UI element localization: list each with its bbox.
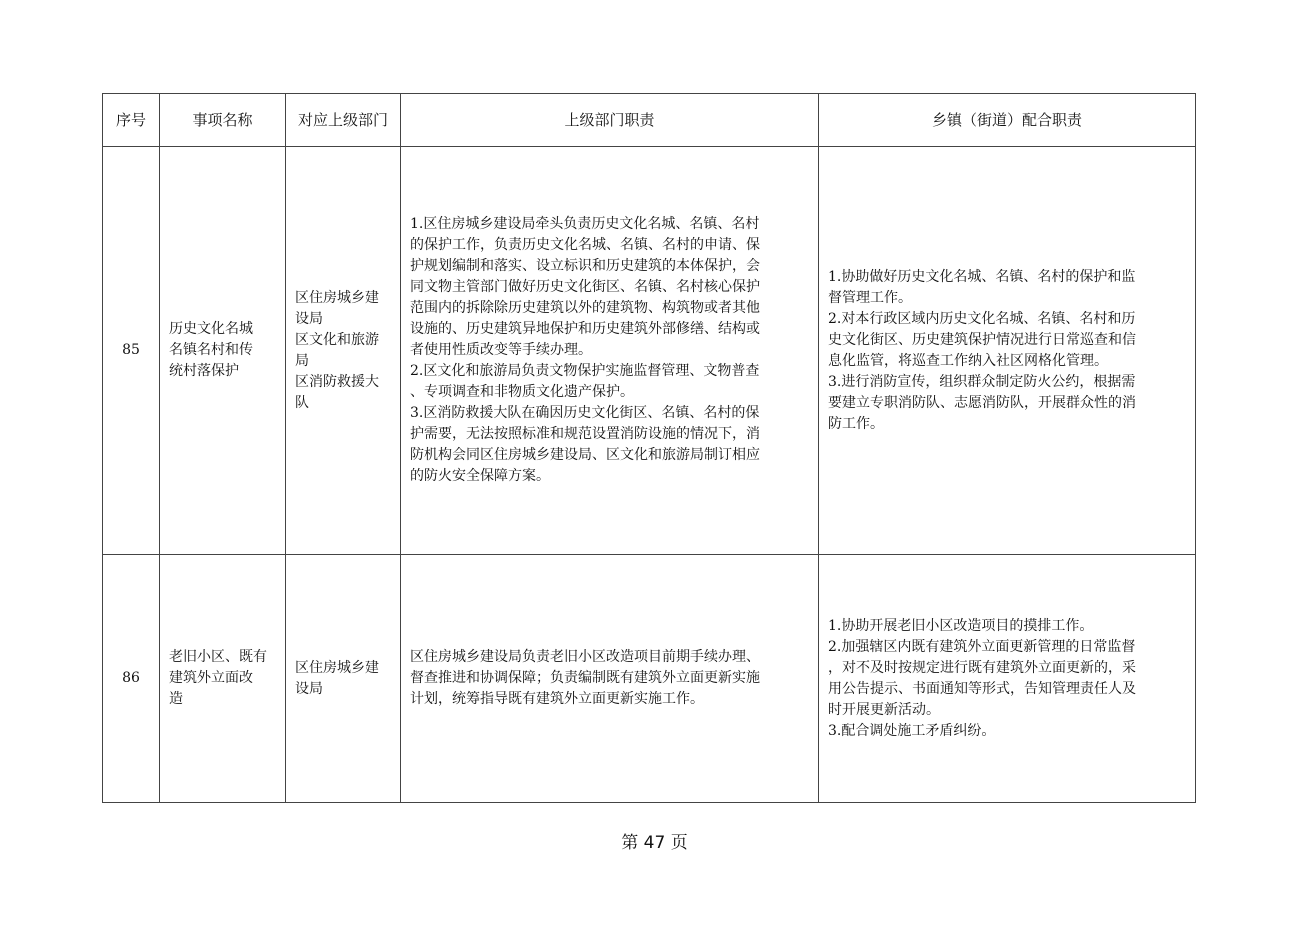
header-department: 对应上级部门 (286, 94, 401, 147)
text-line: ，对不及时按规定进行既有建筑外立面更新的，采 (828, 659, 1136, 676)
text-line: 造 (169, 691, 183, 707)
text-line: 1.区住房城乡建设局牵头负责历史文化名城、名镇、名村 (410, 216, 760, 232)
row-department (286, 555, 401, 803)
text-line: 设施的、历史建筑异地保护和历史建筑外部修缮、结构或 (410, 321, 760, 337)
header-item-name: 事项名称 (160, 94, 286, 147)
text-line: 区住房城乡建 (295, 289, 379, 306)
text-line: 防机构会同区住房城乡建设局、区文化和旅游局制订相应 (410, 447, 760, 463)
text-line: 范围内的拆除除历史建筑以外的建筑物、构筑物或者其他 (410, 300, 760, 316)
row-index: 85 (103, 147, 160, 555)
row-upper-duty (401, 147, 819, 555)
table-row (103, 147, 1196, 555)
row-town-duty (819, 555, 1196, 803)
text-line: 1.协助开展老旧小区改造项目的摸排工作。 (828, 617, 1094, 634)
text-line: 者使用性质改变等手续办理。 (410, 342, 592, 358)
row-upper-duty (401, 555, 819, 803)
text-line: 局 (295, 352, 309, 369)
row-department (286, 147, 401, 555)
text-line: 护规划编制和落实、设立标识和历史建筑的本体保护，会 (410, 258, 760, 274)
text-line: 2.对本行政区域内历史文化名城、名镇、名村和历 (828, 310, 1136, 327)
page-number: 第 47 页 (621, 833, 688, 853)
text-line: 2.加强辖区内既有建筑外立面更新管理的日常监督 (828, 638, 1136, 655)
text-line: 老旧小区、既有 (169, 649, 267, 665)
text-line: 督查推进和协调保障；负责编制既有建筑外立面更新实施 (410, 670, 760, 686)
row-index: 86 (103, 555, 160, 803)
header-upper-duty: 上级部门职责 (401, 94, 819, 147)
text-line: 3.区消防救援大队在确因历史文化街区、名镇、名村的保 (410, 405, 760, 421)
text-line: 的防火安全保障方案。 (410, 468, 550, 484)
text-line: 队 (295, 394, 309, 411)
text-line: 护需要，无法按照标准和规范设置消防设施的情况下，消 (410, 426, 760, 442)
text-line: 同文物主管部门做好历史文化街区、名镇、名村核心保护 (410, 279, 760, 295)
header-index: 序号 (103, 94, 160, 147)
text-line: 时开展更新活动。 (828, 701, 940, 718)
text-line: 区消防救援大 (295, 373, 379, 390)
text-line: 统村落保护 (169, 363, 239, 379)
duty-table (102, 93, 1196, 803)
row-item-name (160, 147, 286, 555)
text-line: 3.进行消防宣传，组织群众制定防火公约，根据需 (828, 373, 1136, 390)
text-line: 、专项调查和非物质文化遗产保护。 (410, 384, 634, 400)
text-line: 名镇名村和传 (169, 342, 253, 358)
text-line: 建筑外立面改 (169, 670, 253, 686)
text-line: 历史文化名城 (169, 321, 253, 337)
text-line: 区住房城乡建 (295, 659, 379, 676)
text-line: 2.区文化和旅游局负责文物保护实施监督管理、文物普查 (410, 363, 760, 379)
text-line: 防工作。 (828, 415, 884, 432)
text-line: 区住房城乡建设局负责老旧小区改造项目前期手续办理、 (410, 649, 760, 665)
text-line: 区文化和旅游 (295, 331, 379, 348)
text-line: 设局 (295, 680, 323, 697)
text-line: 史文化街区、历史建筑保护情况进行日常巡查和信 (828, 331, 1136, 348)
table-row (103, 555, 1196, 803)
header-town-duty: 乡镇（街道）配合职责 (819, 94, 1196, 147)
text-line: 计划，统筹指导既有建筑外立面更新实施工作。 (410, 691, 704, 707)
text-line: 的保护工作，负责历史文化名城、名镇、名村的申请、保 (410, 237, 760, 253)
text-line: 1.协助做好历史文化名城、名镇、名村的保护和监 (828, 268, 1136, 285)
text-line: 息化监管，将巡查工作纳入社区网格化管理。 (828, 352, 1108, 369)
text-line: 用公告提示、书面通知等形式，告知管理责任人及 (828, 680, 1136, 697)
row-item-name (160, 555, 286, 803)
table-header-row (103, 94, 1196, 147)
text-line: 要建立专职消防队、志愿消防队，开展群众性的消 (828, 394, 1136, 411)
text-line: 设局 (295, 310, 323, 327)
text-line: 3.配合调处施工矛盾纠纷。 (828, 722, 996, 739)
row-town-duty (819, 147, 1196, 555)
text-line: 督管理工作。 (828, 289, 912, 306)
